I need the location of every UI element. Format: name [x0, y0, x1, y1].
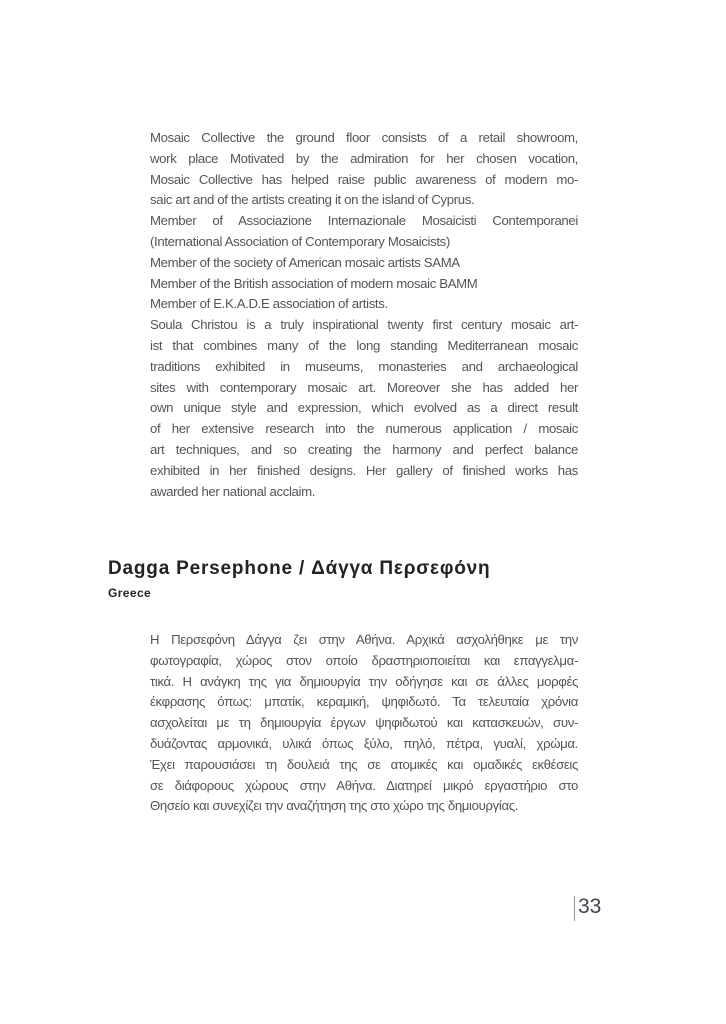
text-line: exhibited in her finished designs. Her gallery of finished works has	[150, 462, 578, 478]
text-line: Member of E.K.A.D.E association of artists.	[150, 296, 388, 312]
text-line: Η Περσεφόνη Δάγγα ζει στην Αθήνα. Αρχικά ασχολήθηκε με την	[150, 632, 578, 647]
text-line: of her extensive research into the numerous application / mosaic	[150, 421, 578, 437]
bio-greek-paragraph	[150, 630, 578, 817]
text-line: art techniques, and so creating the harmony and perfect balance	[150, 441, 578, 457]
text-line: Mosaic Collective has helped raise public awareness of modern mo-	[150, 171, 578, 187]
text-line: Member of the society of American mosaic artists SAMA	[150, 254, 460, 270]
text-line: Θησείο και συνεχίζει την αναζήτηση της στο χώρο της δημιουργίας.	[150, 798, 519, 814]
page-number-value: 33	[578, 895, 602, 918]
text-line: awarded her national acclaim.	[150, 483, 316, 499]
text-line: Mosaic Collective the ground floor consists of a retail showroom,	[150, 130, 578, 145]
page-number	[574, 895, 601, 921]
country-label: Greece	[108, 586, 152, 600]
text-line: saic art and of the artists creating it on the island of Cyprus.	[150, 192, 475, 208]
bio-english-paragraph	[150, 128, 578, 502]
text-line: δυάζοντας αρμονικά, υλικά όπως ξύλο, πηλό, πέτρα, γυαλί, χρώμα.	[150, 735, 578, 751]
text-line: ist that combines many of the long standing Mediterranean mosaic	[150, 337, 578, 353]
artist-name-heading: Dagga Persephone / Δάγγα Περσεφόνη	[108, 558, 491, 579]
text-line: Soula Christou is a truly inspirational twenty first century mosaic art-	[150, 317, 578, 333]
text-line: own unique style and expression, which evolved as a direct result	[150, 400, 578, 416]
text-line: traditions exhibited in museums, monasteries and archaeological	[150, 358, 578, 374]
text-line: σε διάφορους χώρους στην Αθήνα. Διατηρεί μικρό εργαστήριο στο	[150, 777, 578, 793]
text-line: τικά. Η ανάγκη της για δημιουργία την οδήγησε και σε άλλες μορφές	[150, 673, 578, 689]
text-line: (International Association of Contemporary Mosaicists)	[150, 233, 450, 249]
text-line: ασχολείται με τη δημιουργία έργων ψηφιδωτού και κατασκευών, συν-	[150, 715, 578, 731]
text-line: έκφρασης όπως: μπατίκ, κεραμική, ψηφιδωτό. Τα τελευταία χρόνια	[150, 694, 578, 710]
text-line: work place Motivated by the admiration for her chosen vocation,	[150, 150, 578, 166]
text-line: Member of the British association of modern mosaic BAMM	[150, 275, 478, 291]
text-line: Member of Associazione Internazionale Mosaicisti Contemporanei	[150, 213, 578, 229]
text-line: φωτογραφία, χώρος στον οποίο δραστηριοποιείται και επαγγελμα-	[150, 652, 578, 668]
text-line: sites with contemporary mosaic art. Moreover she has added her	[150, 379, 578, 395]
text-line: Έχει παρουσιάσει τη δουλειά της σε ατομικές και ομαδικές εκθέσεις	[150, 756, 578, 772]
